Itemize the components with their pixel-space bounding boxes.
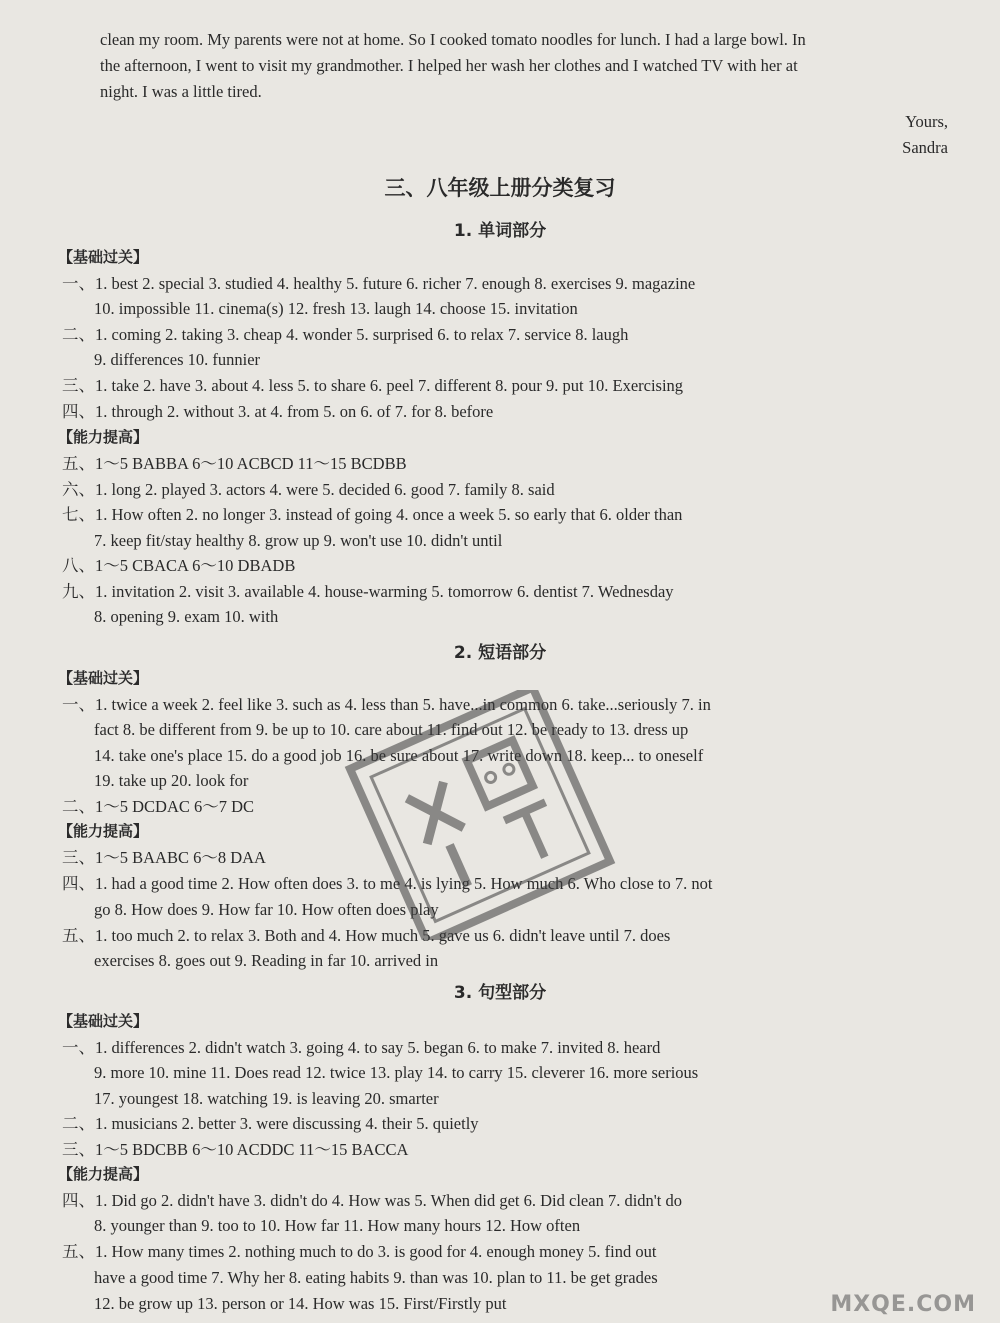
part2-line: 五、1. too much 2. to relax 3. Both and 4. How much 5. gave us 6. didn't leave until 7. does (62, 926, 671, 945)
part3-line: 四、1. Did go 2. didn't have 3. didn't do 4. How was 5. When did get 6. Did clean 7. didn't do (62, 1191, 682, 1210)
part2-improve-tag: 【能力提高】 (58, 822, 149, 840)
part2-basic-tag: 【基础过关】 (58, 669, 149, 687)
letter-line-2: the afternoon, I went to visit my grandmother. I helped her wash her clothes and I watched TV with her at (100, 56, 798, 75)
part2-line: fact 8. be different from 9. be up to 10. care about 11. find out 12. be ready to 13. dress up (94, 720, 689, 739)
part3-line: 三、1～5 BDCBB 6～10 ACDDC 11～15 BACCA (62, 1140, 409, 1159)
part1-line: 七、1. How often 2. no longer 3. instead of going 4. once a week 5. so early that 6. older than (62, 505, 683, 524)
section-title: 三、八年级上册分类复习 (384, 176, 616, 200)
part1-line: 10. impossible 11. cinema(s) 12. fresh 13. laugh 14. choose 15. invitation (94, 299, 578, 318)
part1-title: 1. 单词部分 (453, 221, 547, 241)
part2-line: 19. take up 20. look for (94, 771, 249, 790)
part3-line: 五、1. How many times 2. nothing much to do 3. is good for 4. enough money 5. find out (62, 1242, 657, 1261)
part3-line: have a good time 7. Why her 8. eating habits 9. than was 10. plan to 11. be get grades (94, 1268, 658, 1287)
part3-line: 8. younger than 9. too to 10. How far 11. How many hours 12. How often (94, 1216, 581, 1235)
part2-line: 三、1～5 BAABC 6～8 DAA (62, 848, 266, 867)
part3-line: 一、1. differences 2. didn't watch 3. going 4. to say 5. began 6. to make 7. invited 8. heard (62, 1038, 661, 1057)
watermark-text: MXQE.COM (830, 1292, 976, 1317)
part1-line: 二、1. coming 2. taking 3. cheap 4. wonder 5. surprised 6. to relax 7. service 8. laugh (62, 325, 629, 344)
part3-line: 17. youngest 18. watching 19. is leaving 20. smarter (94, 1089, 439, 1108)
part2-line: 14. take one's place 15. do a good job 16. be sure about 17. write down 18. keep... to oneself (94, 746, 704, 765)
part1-line: 一、1. best 2. special 3. studied 4. healthy 5. future 6. richer 7. enough 8. exercises 9. magazine (62, 274, 696, 293)
part1-line: 八、1～5 CBACA 6～10 DBADB (62, 556, 296, 575)
letter-closing: Yours, (905, 112, 948, 131)
part1-line: 8. opening 9. exam 10. with (94, 607, 279, 626)
part3-line: 12. be grow up 13. person or 14. How was 15. First/Firstly put (94, 1294, 507, 1313)
part3-line: 二、1. musicians 2. better 3. were discussing 4. their 5. quietly (62, 1114, 479, 1133)
part3-improve-tag: 【能力提高】 (58, 1165, 149, 1183)
part3-line: 9. more 10. mine 11. Does read 12. twice 13. play 14. to carry 15. cleverer 16. more serious (94, 1063, 699, 1082)
part1-basic-tag: 【基础过关】 (58, 248, 149, 266)
part2-line: exercises 8. goes out 9. Reading in far 10. arrived in (94, 951, 439, 970)
part2-line: 二、1～5 DCDAC 6～7 DC (62, 797, 255, 816)
part2-line: 四、1. had a good time 2. How often does 3. to me 4. is lying 5. How much 6. Who close to 7. not (62, 874, 713, 893)
letter-line-1: clean my room. My parents were not at home. So I cooked tomato noodles for lunch. I had a large bowl. In (100, 30, 806, 49)
part3-title: 3. 句型部分 (453, 983, 547, 1003)
part1-line: 五、1～5 BABBA 6～10 ACBCD 11～15 BCDBB (62, 454, 407, 473)
letter-line-3: night. I was a little tired. (100, 82, 262, 101)
part1-line: 六、1. long 2. played 3. actors 4. were 5. decided 6. good 7. family 8. said (62, 480, 555, 499)
part1-line: 九、1. invitation 2. visit 3. available 4. house-warming 5. tomorrow 6. dentist 7. Wednesday (62, 582, 674, 601)
part1-line: 三、1. take 2. have 3. about 4. less 5. to share 6. peel 7. different 8. pour 9. put 10. Exercising (62, 376, 684, 395)
letter-signature: Sandra (902, 138, 948, 157)
part1-improve-tag: 【能力提高】 (58, 428, 149, 446)
part3-basic-tag: 【基础过关】 (58, 1012, 149, 1030)
part1-line: 四、1. through 2. without 3. at 4. from 5. on 6. of 7. for 8. before (62, 402, 494, 421)
watermark (802, 1249, 992, 1319)
part2-line: go 8. How does 9. How far 10. How often does play (94, 900, 439, 919)
part2-line: 一、1. twice a week 2. feel like 3. such as 4. less than 5. have...in common 6. take...seriously 7. in (62, 695, 711, 714)
part1-line: 9. differences 10. funnier (94, 350, 261, 369)
part2-title: 2. 短语部分 (453, 643, 547, 663)
part1-line: 7. keep fit/stay healthy 8. grow up 9. won't use 10. didn't until (94, 531, 503, 550)
